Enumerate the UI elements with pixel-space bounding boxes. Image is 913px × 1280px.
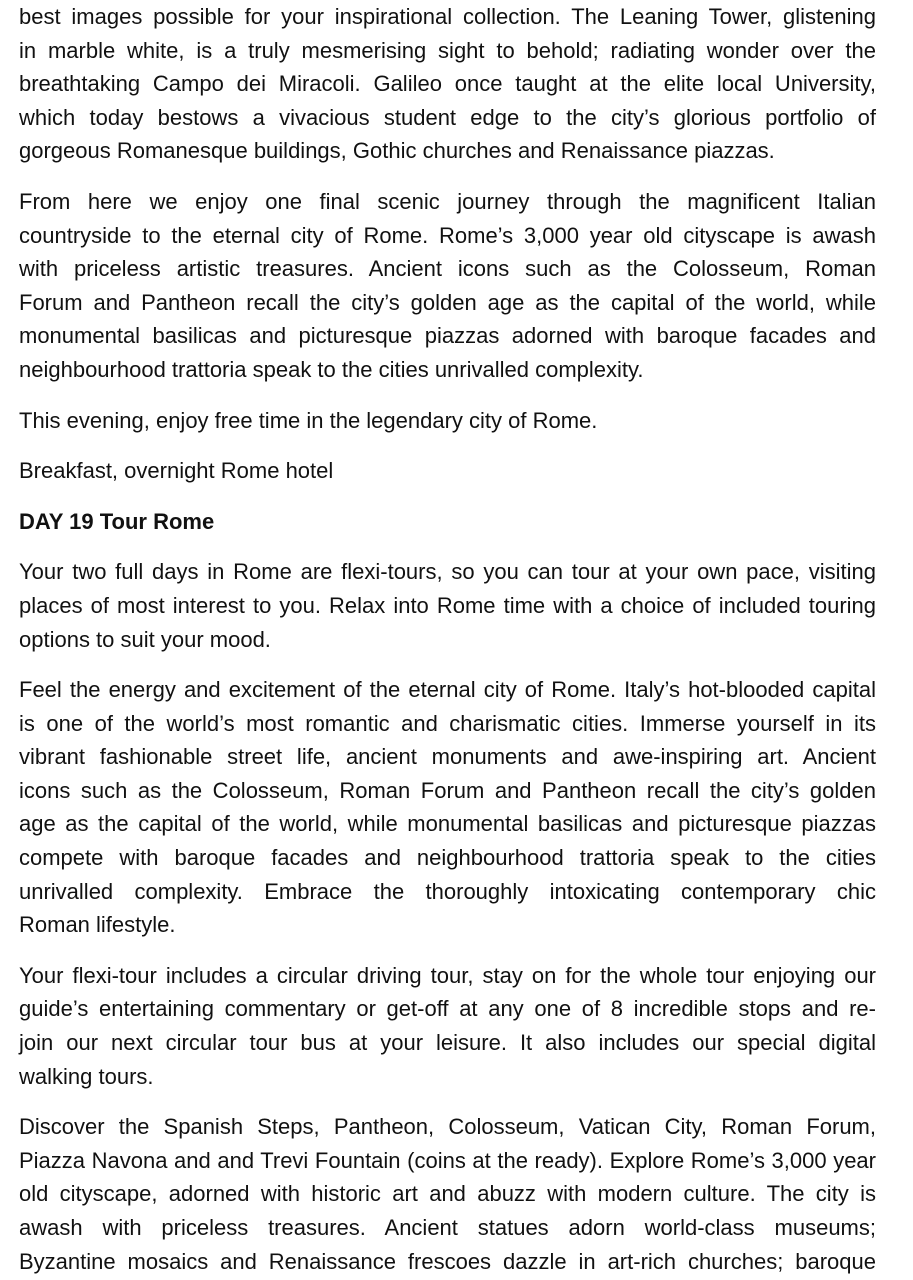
text-line: guide’s entertaining commentary or get-off at any one of 8 incredible stops and re-: [19, 996, 876, 1022]
text-line: old cityscape, adorned with historic art and abuzz with modern culture. The city is: [19, 1181, 876, 1207]
text-line: breathtaking Campo dei Miracoli. Galileo once taught at the elite local University,: [19, 71, 876, 97]
text-line: in marble white, is a truly mesmerising sight to behold; radiating wonder over the: [19, 37, 876, 63]
paragraph-discover-sights: [19, 1110, 876, 1278]
text-line: Your two full days in Rome are flexi-tours, so you can tour at your own pace, visiting: [19, 559, 876, 585]
text-line: with priceless artistic treasures. Ancient icons such as the Colosseum, Roman: [19, 256, 876, 282]
text-line: unrivalled complexity. Embrace the thoroughly intoxicating contemporary chic: [19, 878, 876, 904]
text-line: neighbourhood trattoria speak to the cities unrivalled complexity.: [19, 356, 644, 382]
text-line: Forum and Pantheon recall the city’s golden age as the capital of the world, while: [19, 289, 876, 315]
day-19-heading: DAY 19 Tour Rome: [19, 508, 215, 534]
paragraph-flexi-tours-intro: [19, 555, 876, 656]
text-line: which today bestows a vivacious student edge to the city’s glorious portfolio of: [19, 104, 876, 130]
paragraph-pisa: [19, 0, 876, 168]
text-line: Roman lifestyle.: [19, 912, 176, 938]
text-line: vibrant fashionable street life, ancient monuments and awe-inspiring art. Ancient: [19, 744, 876, 770]
paragraph-circular-driving-tour: [19, 959, 876, 1093]
paragraph-breakfast-hotel: Breakfast, overnight Rome hotel: [19, 458, 334, 484]
text-line: Feel the energy and excitement of the eternal city of Rome. Italy’s hot-blooded capital: [19, 677, 876, 703]
paragraph-feel-the-energy: [19, 673, 876, 942]
text-line: icons such as the Colosseum, Roman Forum and Pantheon recall the city’s golden: [19, 777, 876, 803]
text-line: countryside to the eternal city of Rome. Rome’s 3,000 year old cityscape is awash: [19, 222, 876, 248]
text-line: options to suit your mood.: [19, 626, 271, 652]
text-line: monumental basilicas and picturesque piazzas adorned with baroque facades and: [19, 323, 876, 349]
text-line: awash with priceless treasures. Ancient statues adorn world-class museums;: [19, 1215, 876, 1240]
text-line: Piazza Navona and and Trevi Fountain (coins at the ready). Explore Rome’s 3,000 year: [19, 1147, 876, 1173]
text-line: join our next circular tour bus at your leisure. It also includes our special digital: [19, 1030, 876, 1056]
text-line: age as the capital of the world, while monumental basilicas and picturesque piazzas: [19, 811, 876, 837]
text-line: compete with baroque facades and neighbourhood trattoria speak to the cities: [19, 845, 876, 871]
text-line: Discover the Spanish Steps, Pantheon, Colosseum, Vatican City, Roman Forum,: [19, 1114, 876, 1140]
text-line: best images possible for your inspirational collection. The Leaning Tower, glistening: [19, 4, 876, 29]
text-line: places of most interest to you. Relax into Rome time with a choice of included touring: [19, 592, 876, 618]
text-line: Byzantine mosaics and Renaissance frescoes dazzle in art-rich churches; baroque: [19, 1248, 876, 1274]
text-line: gorgeous Romanesque buildings, Gothic churches and Renaissance piazzas.: [19, 138, 775, 164]
text-line: Your flexi-tour includes a circular driving tour, stay on for the whole tour enjoying our: [19, 962, 876, 988]
text-line: From here we enjoy one final scenic journey through the magnificent Italian: [19, 188, 876, 214]
paragraph-evening-free-time: This evening, enjoy free time in the legendary city of Rome.: [19, 407, 598, 433]
text-line: walking tours.: [19, 1063, 154, 1089]
text-line: is one of the world’s most romantic and charismatic cities. Immerse yourself in its: [19, 710, 876, 736]
paragraph-journey-to-rome: [19, 185, 876, 387]
